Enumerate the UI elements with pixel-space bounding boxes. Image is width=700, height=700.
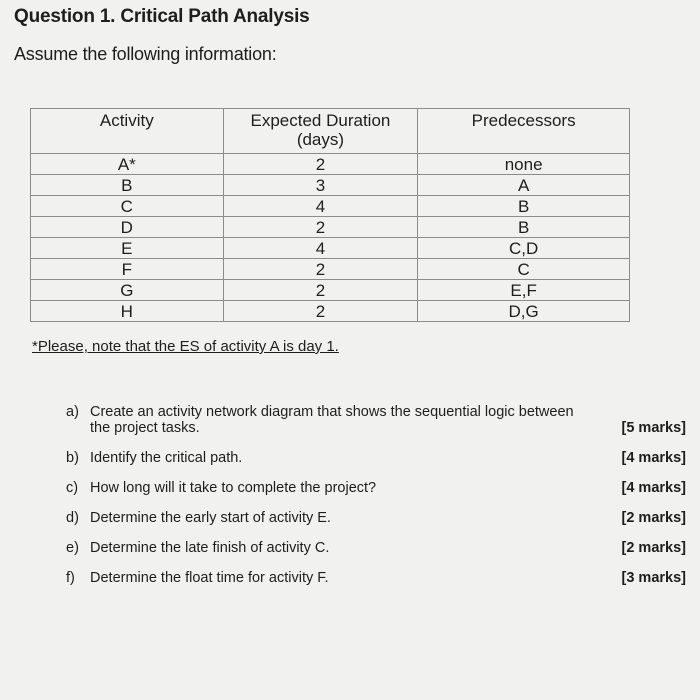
- activity-cell: A*: [31, 154, 224, 175]
- activity-cell: E: [31, 238, 224, 259]
- activity-table: [30, 108, 630, 322]
- question-text: How long will it take to complete the project?: [90, 480, 377, 496]
- question-marks: [5 marks]: [621, 420, 686, 436]
- question-letter: e): [66, 540, 79, 556]
- duration-cell: 2: [223, 259, 418, 280]
- predecessor-cell: B: [418, 196, 630, 217]
- question-text: Determine the float time for activity F.: [90, 570, 329, 586]
- table-row: [31, 280, 630, 301]
- question-marks: [4 marks]: [621, 480, 686, 496]
- duration-cell: 4: [223, 238, 418, 259]
- question-letter: f): [66, 570, 75, 586]
- question-item: [66, 480, 686, 496]
- question-marks: [2 marks]: [621, 540, 686, 556]
- question-item: [66, 404, 686, 436]
- question-item: [66, 450, 686, 466]
- table-row: [31, 154, 630, 175]
- question-title: Question 1. Critical Path Analysis: [14, 6, 310, 27]
- table-row: [31, 196, 630, 217]
- predecessor-cell: none: [418, 154, 630, 175]
- question-item: [66, 540, 686, 556]
- question-letter: a): [66, 404, 79, 420]
- duration-cell: 2: [223, 280, 418, 301]
- table-row: [31, 217, 630, 238]
- question-letter: d): [66, 510, 79, 526]
- activity-cell: G: [31, 280, 224, 301]
- intro-text: Assume the following information:: [14, 44, 277, 64]
- duration-cell: 3: [223, 175, 418, 196]
- question-marks: [3 marks]: [621, 570, 686, 586]
- question-marks: [4 marks]: [621, 450, 686, 466]
- table-row: [31, 175, 630, 196]
- question-text: Determine the late finish of activity C.: [90, 540, 330, 556]
- predecessor-cell: B: [418, 217, 630, 238]
- predecessor-cell: D,G: [418, 301, 630, 322]
- activity-cell: D: [31, 217, 224, 238]
- question-text: Identify the critical path.: [90, 450, 243, 466]
- predecessor-cell: A: [418, 175, 630, 196]
- predecessor-cell: E,F: [418, 280, 630, 301]
- activity-cell: B: [31, 175, 224, 196]
- table-header-row: [31, 109, 630, 154]
- duration-cell: 2: [223, 154, 418, 175]
- predecessor-cell: C,D: [418, 238, 630, 259]
- question-letter: c): [66, 480, 79, 496]
- duration-cell: 2: [223, 301, 418, 322]
- question-text: Determine the early start of activity E.: [90, 510, 331, 526]
- question-item: [66, 510, 686, 526]
- question-text: Create an activity network diagram that shows the sequential logic between the project tasks.: [90, 404, 574, 436]
- header-duration: Expected Duration (days): [223, 109, 418, 154]
- predecessor-cell: C: [418, 259, 630, 280]
- header-predecessors: Predecessors: [418, 109, 630, 154]
- question-letter: b): [66, 450, 79, 466]
- es-note: *Please, note that the ES of activity A is day 1.: [32, 338, 339, 355]
- activity-cell: H: [31, 301, 224, 322]
- duration-cell: 4: [223, 196, 418, 217]
- header-activity: Activity: [31, 109, 224, 154]
- duration-cell: 2: [223, 217, 418, 238]
- activity-cell: C: [31, 196, 224, 217]
- table-row: [31, 238, 630, 259]
- activity-cell: F: [31, 259, 224, 280]
- table-row: [31, 259, 630, 280]
- question-item: [66, 570, 686, 586]
- table-row: [31, 301, 630, 322]
- question-list: [66, 404, 686, 600]
- question-marks: [2 marks]: [621, 510, 686, 526]
